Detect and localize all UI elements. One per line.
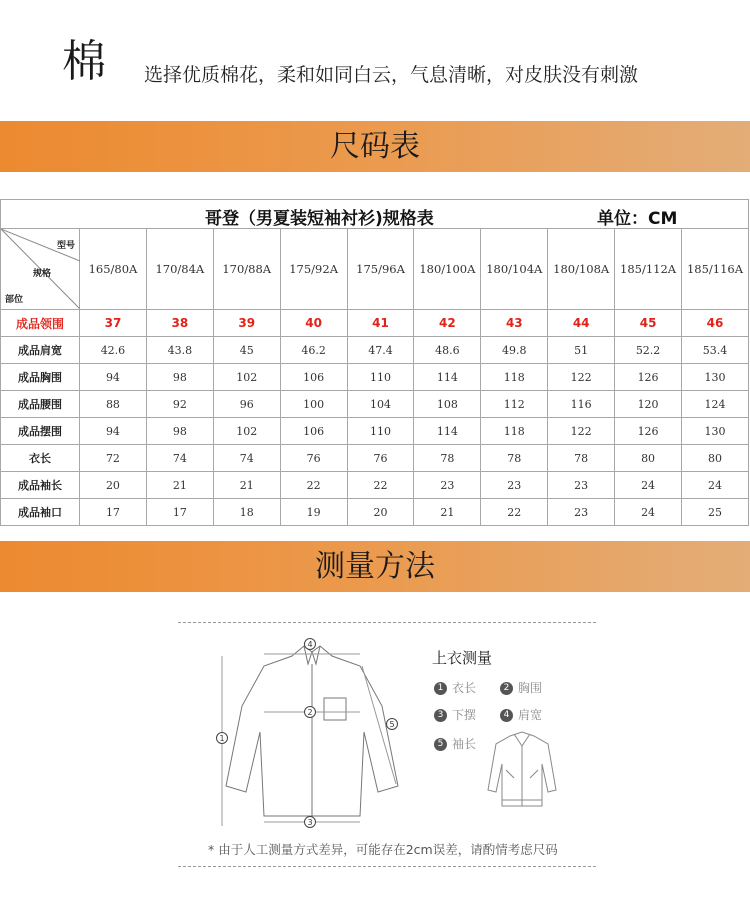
table-cell: 130 [682,418,749,445]
legend-1-label: 衣长 [452,681,477,695]
table-row [1,310,749,337]
dashed-divider-bottom [178,866,596,867]
corner-label-model: 型号 [56,241,75,251]
table-cell: 116 [548,391,615,418]
size-header-180-108A: 180/108A [548,229,615,310]
table-cell: 48.6 [414,337,481,364]
size-chart-banner: 尺码表 [0,121,750,172]
row-label: 成品摆围 [1,418,80,445]
table-cell: 98 [146,418,213,445]
table-cell: 94 [80,364,147,391]
table-cell: 120 [615,391,682,418]
table-cell: 112 [481,391,548,418]
table-cell: 23 [481,472,548,499]
measurement-note: * 由于人工测量方式差异，可能存在2cm误差，请酌情考虑尺码 [208,842,558,857]
measure-title: 上衣测量 [432,649,493,667]
table-row [1,418,749,445]
size-table [0,199,749,526]
table-cell: 23 [548,472,615,499]
legend-3-icon: 3 [434,709,447,722]
row-label: 成品腰围 [1,391,80,418]
table-cell: 46 [682,310,749,337]
size-header-185-116A: 185/116A [682,229,749,310]
table-cell: 80 [615,445,682,472]
size-header-170-88A: 170/88A [213,229,280,310]
table-row [1,391,749,418]
table-cell: 21 [414,499,481,526]
table-cell: 49.8 [481,337,548,364]
table-cell: 20 [80,472,147,499]
table-title: 哥登（男夏装短袖衬衫)规格表 [205,209,434,229]
table-cell: 126 [615,364,682,391]
table-cell: 45 [213,337,280,364]
table-cell: 17 [80,499,147,526]
marker-2-label: 2 [307,708,313,717]
table-cell: 53.4 [682,337,749,364]
table-cell: 108 [414,391,481,418]
size-header-165-80A: 165/80A [80,229,147,310]
table-cell: 76 [347,445,414,472]
table-cell: 23 [414,472,481,499]
size-header-180-104A: 180/104A [481,229,548,310]
table-cell: 122 [548,418,615,445]
table-cell: 126 [615,418,682,445]
table-cell: 110 [347,418,414,445]
legend-4-label: 肩宽 [518,708,543,722]
table-cell: 78 [481,445,548,472]
table-cell: 52.2 [615,337,682,364]
legend-item-3 [434,706,476,723]
table-cell: 118 [481,418,548,445]
table-cell: 88 [80,391,147,418]
table-cell: 25 [682,499,749,526]
table-cell: 43 [481,310,548,337]
table-cell: 22 [481,499,548,526]
table-cell: 124 [682,391,749,418]
marker-4-label: 4 [307,640,313,649]
table-cell: 106 [280,418,347,445]
table-cell: 72 [80,445,147,472]
table-row [1,472,749,499]
jacket-icon [484,730,560,812]
table-cell: 24 [615,472,682,499]
marker-1-label: 1 [219,734,225,743]
table-cell: 43.8 [146,337,213,364]
row-label: 成品肩宽 [1,337,80,364]
marker-3-label: 3 [307,818,313,827]
table-row [1,445,749,472]
table-cell: 24 [615,499,682,526]
legend-item-5 [434,735,476,752]
table-cell: 44 [548,310,615,337]
table-cell: 94 [80,418,147,445]
table-cell: 102 [213,364,280,391]
legend-5-label: 袖长 [452,737,477,751]
table-cell: 37 [80,310,147,337]
row-label: 成品领围 [1,310,80,337]
table-cell: 24 [682,472,749,499]
table-cell: 23 [548,499,615,526]
table-cell: 80 [682,445,749,472]
cotton-heading: 棉 [62,36,106,87]
table-cell: 19 [280,499,347,526]
table-cell: 114 [414,418,481,445]
cotton-description: 选择优质棉花，柔和如同白云，气息清晰，对皮肤没有刺激 [144,64,639,86]
table-cell: 21 [213,472,280,499]
shirt-diagram [212,636,417,831]
table-cell: 76 [280,445,347,472]
table-cell: 42 [414,310,481,337]
table-cell: 100 [280,391,347,418]
table-row [1,499,749,526]
size-header-175-96A: 175/96A [347,229,414,310]
legend-2-icon: 2 [500,682,513,695]
table-cell: 17 [146,499,213,526]
table-cell: 18 [213,499,280,526]
corner-header-cell [1,229,80,310]
table-cell: 78 [414,445,481,472]
legend-item-4 [500,706,542,723]
marker-5-label: 5 [389,720,395,729]
table-cell: 102 [213,418,280,445]
table-cell: 22 [347,472,414,499]
size-header-180-100A: 180/100A [414,229,481,310]
legend-item-2 [500,679,542,696]
legend-1-icon: 1 [434,682,447,695]
row-label: 成品袖口 [1,499,80,526]
table-cell: 21 [146,472,213,499]
table-cell: 114 [414,364,481,391]
table-row [1,364,749,391]
legend-4-icon: 4 [500,709,513,722]
table-cell: 92 [146,391,213,418]
table-cell: 110 [347,364,414,391]
table-cell: 45 [615,310,682,337]
row-label: 衣长 [1,445,80,472]
dashed-divider-top [178,622,596,623]
table-cell: 20 [347,499,414,526]
table-cell: 47.4 [347,337,414,364]
table-cell: 41 [347,310,414,337]
row-label: 成品袖长 [1,472,80,499]
table-cell: 38 [146,310,213,337]
table-title-row [1,200,749,229]
table-cell: 106 [280,364,347,391]
table-row [1,337,749,364]
corner-label-part: 部位 [5,295,24,305]
table-unit: 单位：CM [597,209,678,229]
table-cell: 22 [280,472,347,499]
legend-3-label: 下摆 [452,708,477,722]
table-cell: 96 [213,391,280,418]
size-header-170-84A: 170/84A [146,229,213,310]
table-cell: 51 [548,337,615,364]
table-cell: 46.2 [280,337,347,364]
row-label: 成品胸围 [1,364,80,391]
table-cell: 104 [347,391,414,418]
table-cell: 74 [146,445,213,472]
measure-method-banner: 测量方法 [0,541,750,592]
size-header-row [1,229,749,310]
legend-item-1 [434,679,476,696]
table-cell: 78 [548,445,615,472]
table-cell: 74 [213,445,280,472]
legend-5-icon: 5 [434,738,447,751]
size-header-175-92A: 175/92A [280,229,347,310]
legend-2-label: 胸围 [518,681,543,695]
corner-label-spec: 规格 [33,269,52,279]
size-header-185-112A: 185/112A [615,229,682,310]
table-cell: 130 [682,364,749,391]
table-cell: 98 [146,364,213,391]
table-cell: 40 [280,310,347,337]
table-cell: 118 [481,364,548,391]
table-cell: 39 [213,310,280,337]
table-cell: 122 [548,364,615,391]
table-cell: 42.6 [80,337,147,364]
